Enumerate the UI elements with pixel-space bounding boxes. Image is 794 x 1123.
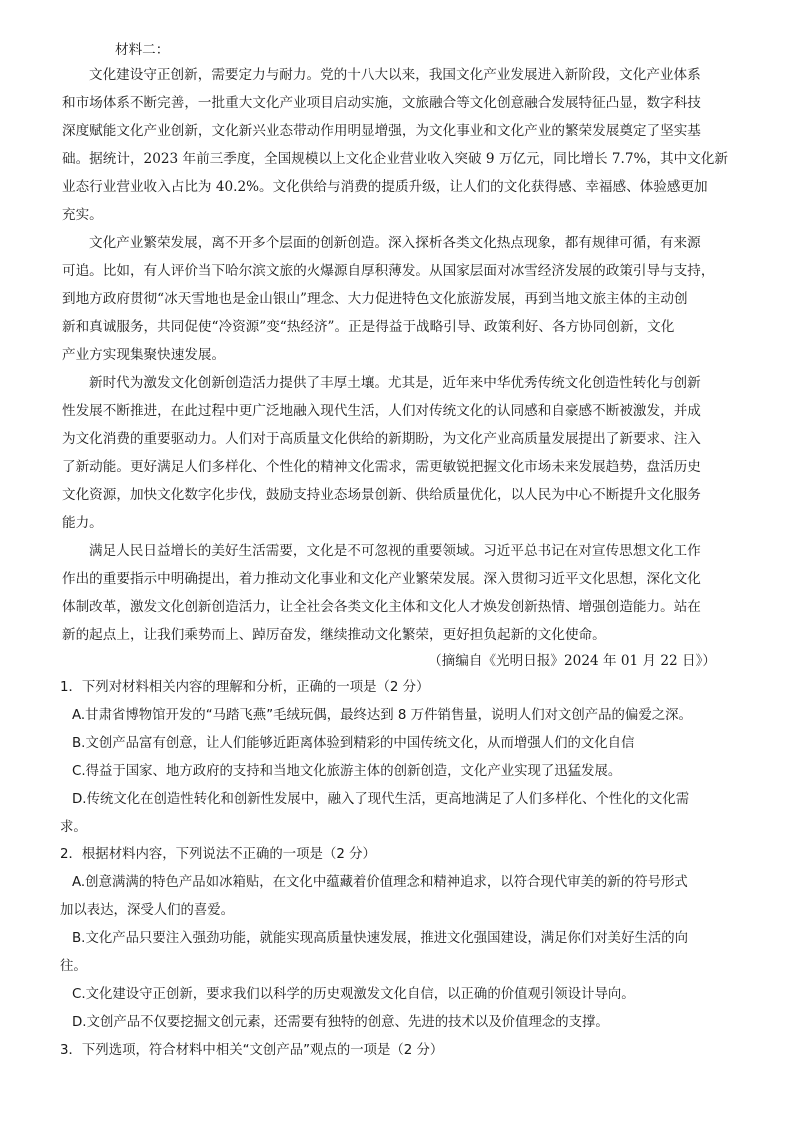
- option-c: C.得益于国家、地方政府的支持和当地文化旅游主体的创新创造，文化产业实现了迅猛发展。: [72, 764, 622, 779]
- option-b: B.文创产品富有创意，让人们能够近距离体验到精彩的中国传统文化，从而增强人们的文化自信: [72, 736, 635, 751]
- paragraph-line: 作出的重要指示中明确提出，着力推动文化事业和文化产业繁荣发展。深入贯彻习近平文化思想，深化文化: [62, 571, 701, 587]
- paragraph-line: 产业方实现集聚快速发展。: [62, 347, 226, 363]
- paragraph-line: 深度赋能文化产业创新，文化新兴业态带动作用明显增强，为文化事业和文化产业的繁荣发展奠定了坚实基: [62, 123, 701, 139]
- paragraph-line: 能力。: [62, 515, 103, 531]
- option-d: D.文创产品不仅要挖掘文创元素，还需要有独特的创意、先进的技术以及价值理念的支撑。: [72, 1015, 609, 1030]
- paragraph-line: 了新动能。更好满足人们多样化、个性化的精神文化需求，需更敏锐把握文化市场未来发展趋势，盘活历史: [62, 459, 701, 475]
- paragraph-line: 文化资源，加快文化数字化步伐，鼓励支持业态场景创新、供给质量优化，以人民为中心不断提升文化服务: [62, 487, 701, 503]
- question-stem: 3．下列选项，符合材料中相关“文创产品”观点的一项是（2 分）: [60, 1043, 444, 1058]
- paragraph-line: 业态行业营业收入占比为 40.2%。文化供给与消费的提质升级，让人们的文化获得感、幸福感、体验感更加: [62, 179, 708, 195]
- paragraph-line: 性发展不断推进，在此过程中更广泛地融入现代生活，人们对传统文化的认同感和自豪感不断被激发，并成: [62, 403, 701, 419]
- option-b-continued: 往。: [60, 959, 87, 974]
- paragraph-line: 新时代为激发文化创新创造活力提供了丰厚土壤。尤其是，近年来中华优秀传统文化创造性转化与创新: [89, 375, 701, 391]
- paragraph-line: 为文化消费的重要驱动力。人们对于高质量文化供给的新期盼，为文化产业高质量发展提出了新要求、注入: [62, 431, 701, 447]
- option-c: C.文化建设守正创新，要求我们以科学的历史观激发文化自信，以正确的价值观引领设计导向。: [72, 987, 635, 1002]
- question-stem: 1．下列对材料相关内容的理解和分析，正确的一项是（2 分）: [60, 680, 430, 695]
- paragraph-line: 新的起点上，让我们乘势而上、踔厉奋发，继续推动文化繁荣，更好担负起新的文化使命。: [62, 627, 606, 643]
- question-stem: 2．根据材料内容，下列说法不正确的一项是（2 分）: [60, 847, 376, 862]
- option-b: B.文化产品只要注入强劲功能，就能实现高质量快速发展，推进文化强国建设，满足你们对美好生活的向: [72, 931, 689, 946]
- material-heading: 材料二：: [115, 42, 170, 58]
- paragraph-line: 和市场体系不断完善，一批重大文化产业项目启动实施，文旅融合等文化创意融合发展特征凸显，数字科技: [62, 95, 701, 111]
- paragraph-line: 可追。比如，有人评价当下哈尔滨文旅的火爆源自厚积薄发。从国家层面对冰雪经济发展的政策引导与支持，: [62, 263, 715, 279]
- paragraph-line: 新和真诚服务，共同促使“冷资源”变“热经济”。正是得益于战略引导、政策利好、各方协同创新，文化: [62, 319, 675, 335]
- paragraph-line: 到地方政府贯彻“冰天雪地也是金山银山”理念、大力促进特色文化旅游发展，再到当地文旅主体的主动创: [62, 291, 688, 307]
- source-citation: （摘编自《光明日报》2024 年 01 月 22 日》）: [428, 653, 716, 669]
- option-a: A.甘肃省博物馆开发的“马踏飞燕”毛绒玩偶，最终达到 8 万件销售量，说明人们对文创产品的偏爱之深。: [72, 708, 692, 723]
- paragraph-line: 充实。: [62, 207, 103, 223]
- option-d: D.传统文化在创造性转化和创新性发展中，融入了现代生活，更高地满足了人们多样化、个性化的文化需: [72, 792, 690, 807]
- option-d-continued: 求。: [60, 820, 87, 835]
- paragraph-line: 文化产业繁荣发展，离不开多个层面的创新创造。深入探析各类文化热点现象，都有规律可循，有来源: [89, 235, 701, 251]
- paragraph-line: 文化建设守正创新，需要定力与耐力。党的十八大以来，我国文化产业发展进入新阶段，文化产业体系: [89, 67, 701, 83]
- paragraph-line: 体制改革，激发文化创新创造活力，让全社会各类文化主体和文化人才焕发创新热情、增强创造能力。站在: [62, 599, 701, 615]
- paragraph-line: 满足人民日益增长的美好生活需要，文化是不可忽视的重要领域。习近平总书记在对宣传思想文化工作: [89, 543, 701, 559]
- option-a: A.创意满满的特色产品如冰箱贴，在文化中蕴藏着价值理念和精神追求，以符合现代审美的新的符号形式: [72, 875, 688, 890]
- paragraph-line: 础。据统计，2023 年前三季度，全国规模以上文化企业营业收入突破 9 万亿元，同比增长 7.7%，其中文化新: [62, 151, 728, 167]
- option-a-continued: 加以表达，深受人们的喜爱。: [60, 903, 235, 918]
